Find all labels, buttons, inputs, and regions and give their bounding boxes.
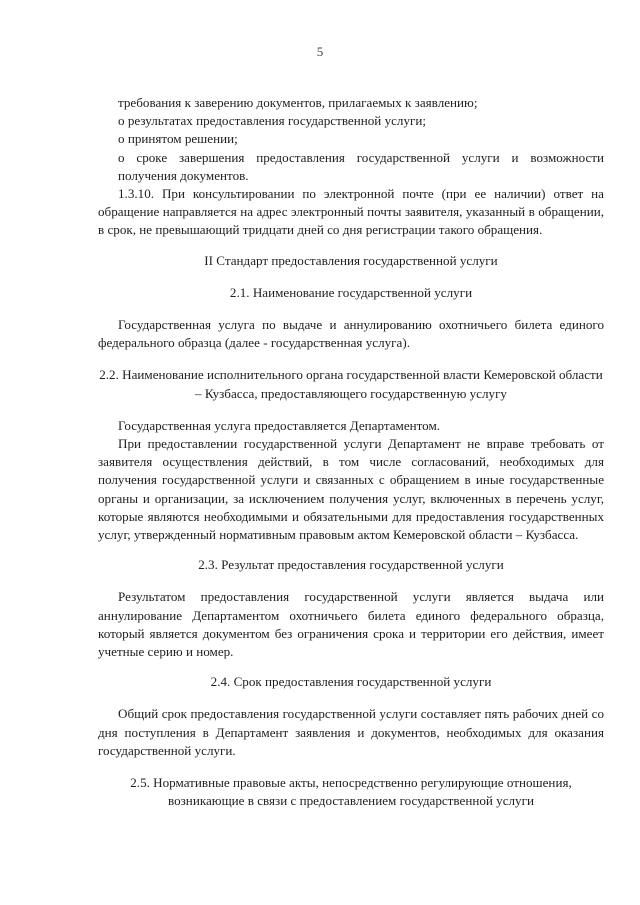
section-2-heading: II Стандарт предоставления государственной услуги — [204, 252, 498, 268]
heading-2-1: 2.1. Наименование государственной услуги — [229, 284, 473, 300]
heading-2-3: 2.3. Результат предоставления государственной услуги — [198, 557, 504, 573]
heading-2-5: 2.5. Нормативные правовые акты, непосредственно регулирующие отношения, возникающие в связи с предоставлением государственной услуги — [130, 775, 572, 809]
document-body — [98, 94, 604, 825]
paragraph-2-1: Государственная услуга по выдаче и аннулированию охотничьего билета единого федерального образца (далее - государственная услуга). — [98, 317, 604, 351]
paragraph-2-3: Результатом предоставления государственной услуги является выдача или аннулирование Департаментом охотничьего билета единого федерального образца, который является документом без ограничения срока и территории его действия, имеет учетные серию и номер. — [98, 589, 604, 660]
heading-2-2: 2.2. Наименование исполнительного органа государственной власти Кемеровской области – Кузбасса, предоставляющего государственную услугу — [99, 367, 603, 401]
heading-2-4: 2.4. Срок предоставления государственной услуги — [210, 674, 492, 690]
paragraph-1-3-10: 1.3.10. При консультировании по электронной почте (при ее наличии) ответ на обращение направляется на адрес электронный почты заявителя, указанный в обращении, в срок, не превышающий тридцати дней со дня регистрации такого обращения. — [98, 186, 604, 238]
paragraph-2-2-a: Государственная услуга предоставляется Департаментом. — [118, 417, 441, 433]
list-line-4: о сроке завершения предоставления государственной услуги и возможности получения документов. — [118, 149, 604, 183]
paragraph-2-2-b: При предоставлении государственной услуги Департамент не вправе требовать от заявителя осуществления действий, в том числе согласований, необходимых для получения государственной услуги и связанных с обращением в иные государственные органы и организации, за исключением получения услуг, включенных в перечень услуг, которые являются необходимыми и обязательными для предоставления государственных услуг, утвержденный нормативным правовым актом Кемеровской области – Кузбасса. — [98, 436, 604, 543]
paragraph-2-4: Общий срок предоставления государственной услуги составляет пять рабочих дней со дня поступления в Департамент заявления и документов, необходимых для оказания государственной услуги. — [98, 706, 604, 758]
list-line-1: требования к заверению документов, прилагаемых к заявлению; — [118, 95, 478, 110]
list-line-2: о результатах предоставления государственной услуги; — [118, 113, 427, 129]
list-line-3: о принятом решении; — [118, 131, 238, 147]
page-number: 5 — [316, 44, 324, 59]
